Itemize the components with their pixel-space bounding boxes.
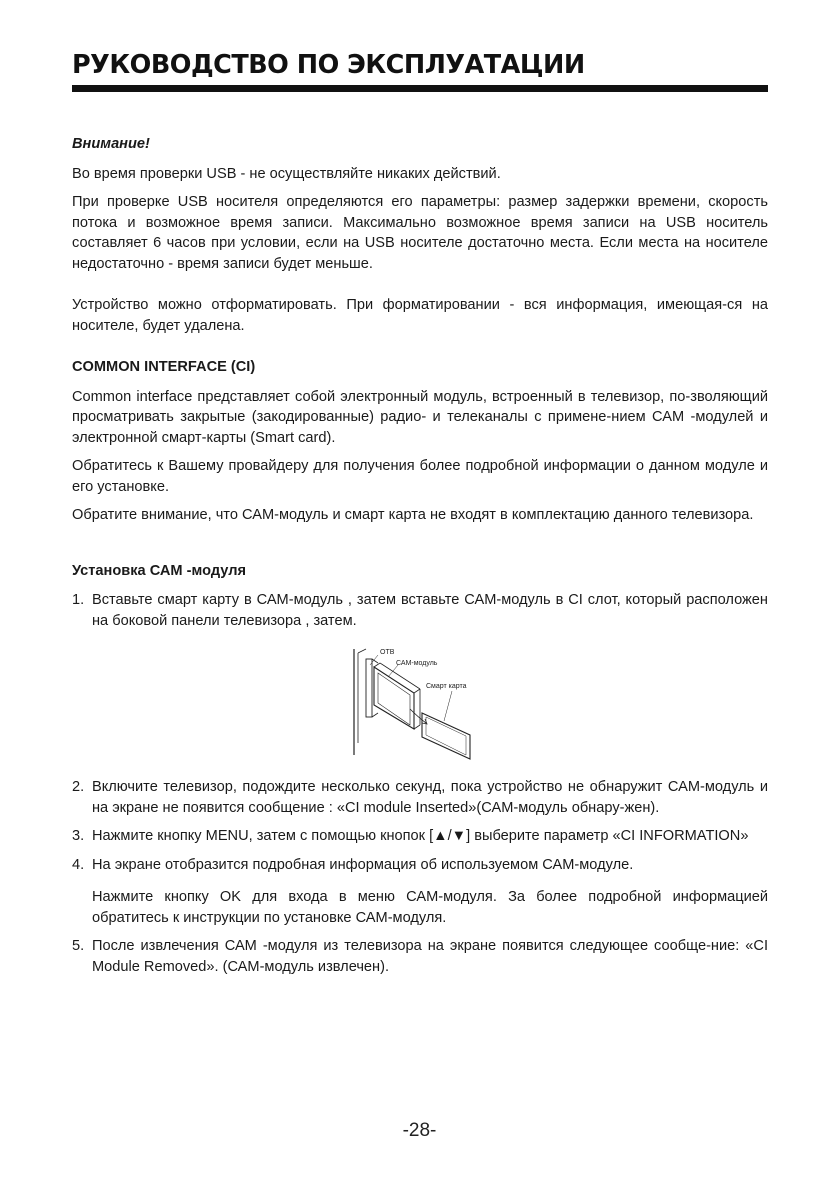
- ci-paragraph-1: Common interface представляет собой электронный модуль, встроенный в телевизор, по-зволяющий просматривать закрытые (закодированные) радио- и телеканалы с примене-нием САМ -модулей и электронной смарт-карты (Smart card).: [72, 388, 768, 446]
- ci-paragraph-3: Обратите внимание, что САМ-модуль и смарт карта не входят в комплектацию данного телевизора.: [72, 507, 754, 523]
- attention-paragraph-3: Устройство можно отформатировать. При форматировании - вся информация, имеющая-ся на носителе, будет удалена.: [72, 297, 768, 334]
- step-number: 1.: [72, 592, 85, 608]
- step-number: 4.: [72, 856, 85, 873]
- step-5: [72, 936, 768, 977]
- step-4: [72, 855, 768, 929]
- step-text: После извлечения САМ -модуля из телевизора на экране появится следующее сообще-ние: «CI Module Removed». (САМ-модуль извлечен).: [92, 938, 768, 975]
- slot-label: ОТВ: [380, 649, 395, 656]
- step-text: Нажмите кнопку MENU, затем с помощью кнопок [▲/▼] выберите параметр «CI INFORMATION»: [92, 828, 749, 844]
- step-number: 2.: [72, 779, 85, 795]
- smart-card-label: Смарт карта: [426, 683, 467, 690]
- step-2: [72, 777, 768, 818]
- cam-module-figure: [72, 643, 768, 761]
- install-steps: [72, 590, 768, 631]
- step-number: 3.: [72, 828, 85, 844]
- header-rule: [72, 85, 768, 92]
- step-number: 5.: [72, 938, 85, 954]
- ci-heading: COMMON INTERFACE (CI): [72, 359, 256, 375]
- step-1: [72, 590, 768, 631]
- cam-module-label: САМ-модуль: [396, 660, 438, 667]
- attention-paragraph-1: Во время проверки USB - не осуществляйте никаких действий.: [72, 165, 501, 182]
- step-text: Вставьте смарт карту в САМ-модуль , затем вставьте САМ-модуль в CI слот, который расположен на боковой панели телевизора , затем.: [92, 592, 768, 629]
- step-text: Включите телевизор, подождите несколько секунд, пока устройство не обнаружит САМ-модуль и на экране не появится сообщение : «CI module Inserted»(САМ-модуль обнару-жен).: [92, 779, 768, 816]
- install-heading: Установка САМ -модуля: [72, 562, 246, 579]
- step-3: [72, 826, 768, 847]
- install-steps-continued: [72, 777, 768, 977]
- page-content: [72, 134, 768, 977]
- cam-insertion-illustration: [352, 643, 552, 761]
- step-4-note: Нажмите кнопку OK для входа в меню САМ-модуля. За более подробной информацией обратитесь к инструкции по установке САМ-модуля.: [92, 889, 768, 926]
- ci-paragraph-2: Обратитесь к Вашему провайдеру для получения более подробной информации о данном модуле и его установке.: [72, 458, 768, 495]
- step-text: На экране отобразится подробная информация об используемом САМ-модуле.: [92, 856, 634, 873]
- page-number: -28-: [402, 1120, 437, 1141]
- attention-heading: Внимание!: [72, 136, 150, 152]
- attention-paragraph-2: При проверке USB носителя определяются его параметры: размер задержки времени, скорость потока и возможное время записи. Максимально возможное время записи на USB носитель составляет 6 часов при условии, если на USB носителе достаточно места. Если места на носителе недостаточно - время записи будет меньше.: [72, 194, 768, 272]
- page-title: РУКОВОДСТВО ПО ЭКСПЛУАТАЦИИ: [72, 50, 585, 80]
